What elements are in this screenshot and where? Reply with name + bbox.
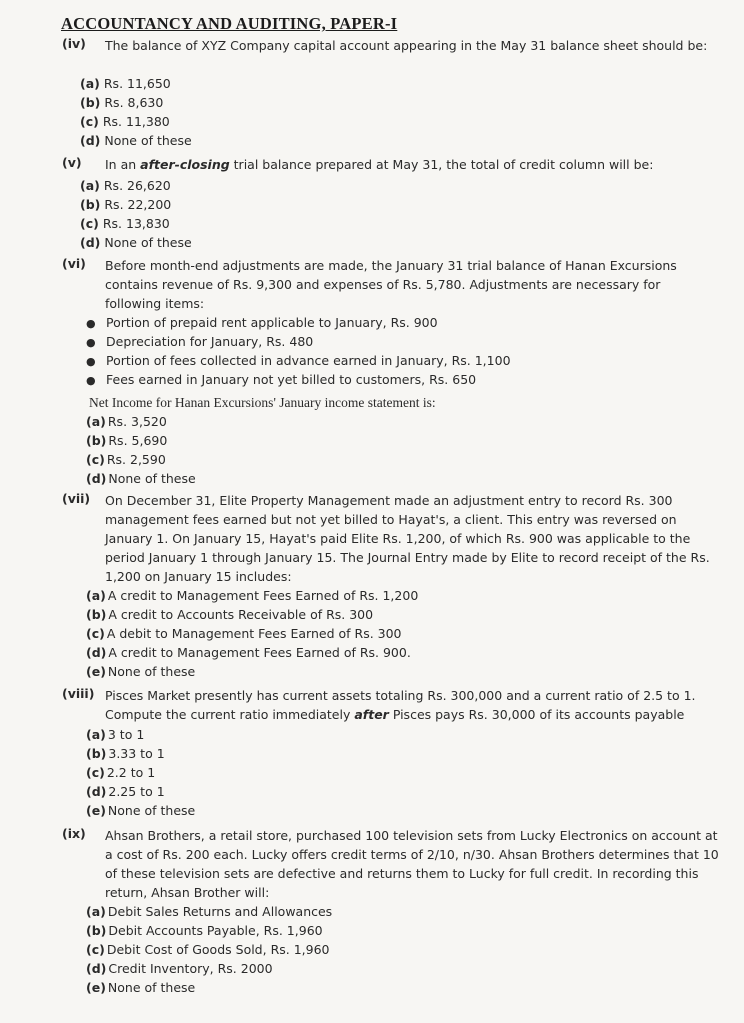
question-number: (ix) — [62, 826, 86, 841]
option: (c) Rs. 2,590 — [86, 452, 166, 467]
option: (b) Rs. 22,200 — [80, 197, 172, 212]
option: (d) None of these — [80, 235, 192, 250]
bullet-item: ● Fees earned in January not yet billed to customers, Rs. 650 — [86, 372, 477, 387]
question-number: (vi) — [62, 256, 86, 271]
option: (a) A credit to Management Fees Earned of Rs. 1,200 — [86, 588, 419, 603]
option: (b) 3.33 to 1 — [86, 746, 165, 761]
bullet-item: ● Portion of fees collected in advance earned in January, Rs. 1,100 — [86, 353, 511, 368]
option: (e) None of these — [86, 664, 196, 679]
option: (c) A debit to Management Fees Earned of Rs. 300 — [86, 626, 402, 641]
options-list — [86, 586, 418, 681]
bullet-list — [86, 313, 511, 389]
option: (d) 2.25 to 1 — [86, 784, 165, 799]
options-list — [86, 725, 195, 820]
options-list — [86, 902, 332, 997]
bullet-item: ● Portion of prepaid rent applicable to January, Rs. 900 — [86, 315, 438, 330]
option: (c) 2.2 to 1 — [86, 765, 156, 780]
option: (e) None of these — [86, 980, 196, 995]
options-list — [86, 412, 196, 488]
option: (d) A credit to Management Fees Earned of Rs. 900. — [86, 645, 411, 660]
question-number: (v) — [62, 155, 82, 170]
option: (a) 3 to 1 — [86, 727, 145, 742]
option: (a) Rs. 26,620 — [80, 178, 171, 193]
question-text: Before month-end adjustments are made, the January 31 trial balance of Hanan Excursions contains revenue of Rs. 9,300 and expenses of Rs. 5,780. Adjustments are necessary for following items: — [105, 258, 677, 311]
options-list — [80, 74, 192, 150]
option: (d) None of these — [86, 471, 196, 486]
option: (a) Debit Sales Returns and Allowances — [86, 904, 333, 919]
options-list — [80, 176, 192, 252]
option: (d) None of these — [80, 133, 192, 148]
option: (b) Rs. 8,630 — [80, 95, 164, 110]
question-text: On December 31, Elite Property Management made an adjustment entry to record Rs. 300 management fees earned but not yet billed to Hayat's, a client. This entry was reversed on January 1. On January 15, Hayat's paid Elite Rs. 1,200, of which Rs. 900 was applicable to the period January 1 through January 15. The Journal Entry made by Elite to record receipt of the Rs. 1,200 on January 15 includes: — [105, 493, 710, 584]
bullet-item: ● Depreciation for January, Rs. 480 — [86, 334, 314, 349]
option: (b) Rs. 5,690 — [86, 433, 168, 448]
question-number: (viii) — [62, 686, 95, 701]
question-text: Pisces Market presently has current assets totaling Rs. 300,000 and a current ratio of 2.5 to 1. Compute the current ratio immediately after Pisces pays Rs. 30,000 of its accounts payable — [105, 688, 696, 722]
option: (a) Rs. 11,650 — [80, 76, 171, 91]
option: (c) Rs. 11,380 — [80, 114, 170, 129]
option: (b) Debit Accounts Payable, Rs. 1,960 — [86, 923, 323, 938]
option: (b) A credit to Accounts Receivable of Rs. 300 — [86, 607, 374, 622]
option: (d) Credit Inventory, Rs. 2000 — [86, 961, 273, 976]
question-number: (vii) — [62, 491, 91, 506]
question-text: In an after-closing trial balance prepared at May 31, the total of credit column will be: — [105, 157, 654, 172]
option: (a) Rs. 3,520 — [86, 414, 167, 429]
option: (c) Rs. 13,830 — [80, 216, 170, 231]
question-text: The balance of XYZ Company capital account appearing in the May 31 balance sheet should be: — [105, 38, 708, 53]
option: (e) None of these — [86, 803, 196, 818]
question-number: (iv) — [62, 36, 86, 51]
net-income-prompt: Net Income for Hanan Excursions' January income statement is: — [89, 395, 436, 410]
question-text: Ahsan Brothers, a retail store, purchased 100 television sets from Lucky Electronics on account at a cost of Rs. 200 each. Lucky offers credit terms of 2/10, n/30. Ahsan Brothers determines that 10 of these television sets are defective and returns them to Lucky for full credit. In recording this return, Ahsan Brother will: — [105, 828, 719, 900]
option: (c) Debit Cost of Goods Sold, Rs. 1,960 — [86, 942, 330, 957]
page-title: ACCOUNTANCY AND AUDITING, PAPER-I — [61, 14, 398, 33]
